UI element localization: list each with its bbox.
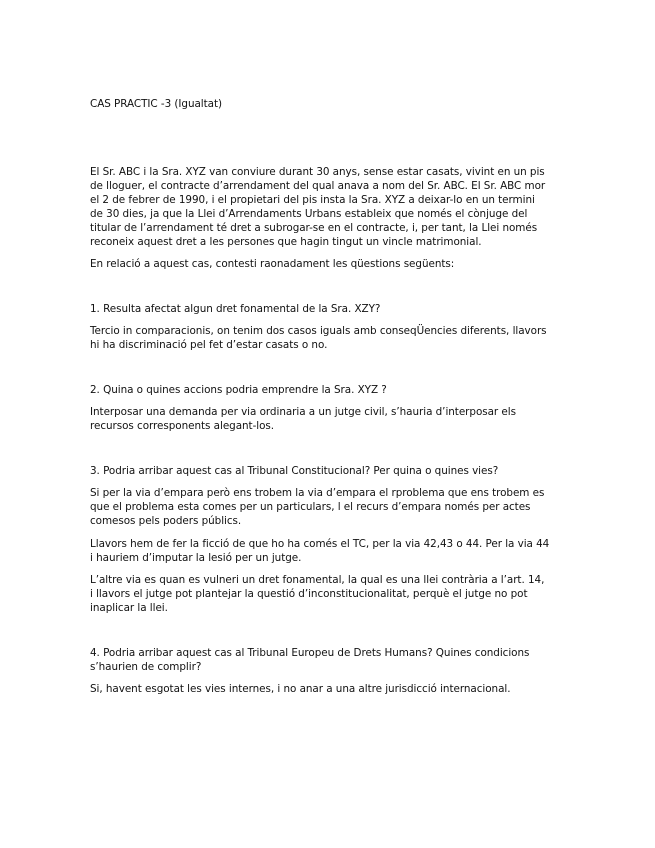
- text-line: Si, havent esgotat les vies internes, i no anar a una altre jurisdicció internacional.: [90, 683, 511, 695]
- text-line: de 30 dies, ja que la Llei d’Arrendaments Urbans estableix que només el cònjuge del: [90, 208, 528, 220]
- text-line: s’haurien de complir?: [90, 661, 202, 673]
- text-line: Tercio in comparacionis, on tenim dos casos iguals amb conseqÜencies diferents, llavors: [90, 325, 547, 337]
- question-2-answer: [90, 405, 560, 433]
- text-line: el 2 de febrer de 1990, i el propietari del pis insta la Sra. XYZ a deixar-lo en un termini: [90, 194, 535, 206]
- text-line: recursos corresponents alegant-los.: [90, 420, 275, 432]
- question-1-answer: [90, 324, 560, 352]
- text-line: Interposar una demanda per via ordinaria a un jutge civil, s’hauria d’interposar els: [90, 406, 516, 418]
- text-line: de lloguer, el contracte d’arrendament del qual anava a nom del Sr. ABC. El Sr. ABC mor: [90, 180, 546, 192]
- question-2-heading: 2. Quina o quines accions podria emprendre la Sra. XYZ ?: [90, 384, 387, 396]
- text-line: que el problema esta comes per un particulars, l el recurs d’empara només per actes: [90, 501, 531, 513]
- text-line: comesos pels poders públics.: [90, 515, 242, 527]
- text-line: reconeix aquest dret a les persones que hagin tingut un vincle matrimonial.: [90, 236, 482, 248]
- text-line: Llavors hem de fer la ficció de que ho ha comés el TC, per la via 42,43 o 44. Per la via 44: [90, 538, 550, 550]
- question-4-heading: [90, 646, 560, 674]
- text-line: El Sr. ABC i la Sra. XYZ van conviure durant 30 anys, sense estar casats, vivint en un pis: [90, 166, 545, 178]
- text-line: 4. Podria arribar aquest cas al Tribunal Europeu de Drets Humans? Quines condicions: [90, 647, 530, 659]
- case-intro-paragraph: [90, 165, 560, 249]
- question-4-answer: [90, 682, 560, 696]
- question-3-answer-paragraph: [90, 573, 560, 615]
- text-line: hi ha discriminació pel fet d’estar casats o no.: [90, 339, 328, 351]
- question-3-answer-paragraph: [90, 486, 560, 528]
- document-title: CAS PRACTIC -3 (Igualtat): [90, 98, 223, 110]
- instruction-text: En relació a aquest cas, contesti raonadament les qüestions següents:: [90, 258, 455, 270]
- text-line: i hauriem d’imputar la lesió per un jutge.: [90, 552, 302, 564]
- text-line: Si per la via d’empara però ens trobem la via d’empara el rproblema que ens trobem es: [90, 487, 545, 499]
- question-3-answer-paragraph: [90, 537, 560, 565]
- question-3-heading: 3. Podria arribar aquest cas al Tribunal Constitucional? Per quina o quines vies?: [90, 465, 499, 477]
- text-line: inaplicar la llei.: [90, 602, 168, 614]
- question-1-heading: 1. Resulta afectat algun dret fonamental de la Sra. XZY?: [90, 303, 381, 315]
- text-line: titular de l’arrendament té dret a subrogar-se en el contracte, i, per tant, la Llei només: [90, 222, 538, 234]
- text-line: i llavors el jutge pot plantejar la questió d’inconstitucionalitat, perquè el jutge no pot: [90, 588, 528, 600]
- text-line: L’altre via es quan es vulneri un dret fonamental, la qual es una llei contrària a l’art. 14,: [90, 574, 545, 586]
